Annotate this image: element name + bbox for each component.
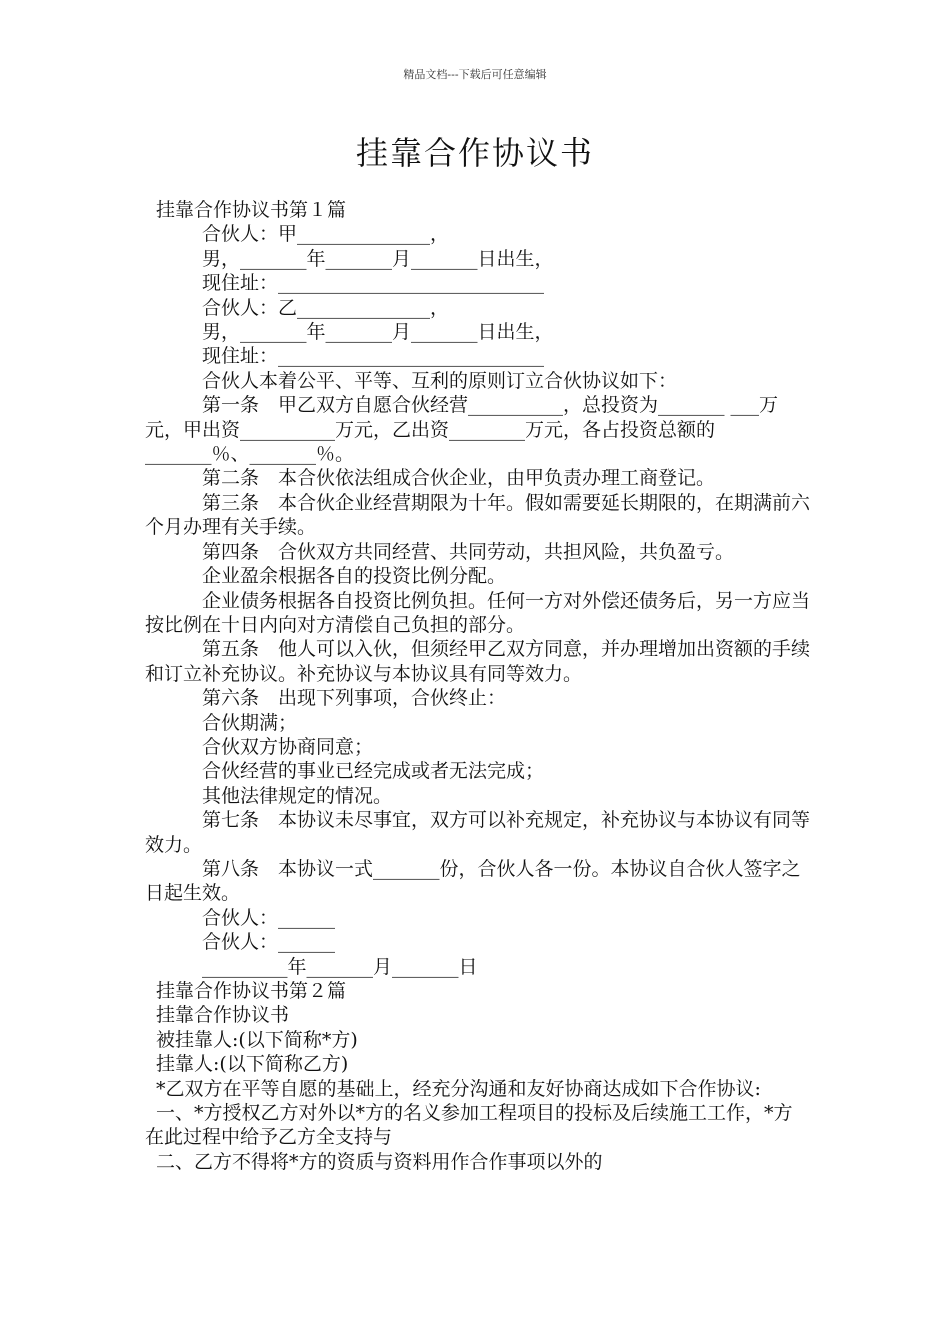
paragraph-line: 第三条 本合伙企业经营期限为十年。假如需要延长期限的，在期满前六个月办理有关手续。 [145, 491, 811, 539]
paragraph-line: 一、*方授权乙方对外以*方的名义参加工程项目的投标及后续施工工作，*方在此过程中给予乙方全支持与 [145, 1102, 793, 1149]
paragraph-line: 第五条 他人可以入伙，但须经甲乙双方同意，并办理增加出资额的手续和订立补充协议。补充协议与本协议具有同等效力。 [145, 638, 811, 685]
paragraph-line: 第二条 本合伙依法组成合伙企业，由甲负责办理工商登记。 [202, 467, 716, 490]
paragraph-line: 现住址：____________________________ [202, 272, 545, 295]
paragraph-line: _________年_______月_______日 [202, 955, 478, 978]
paragraph-line: 第八条 本协议一式_______份，合伙人各一份。本协议自合伙人签字之日起生效。 [145, 857, 801, 905]
paragraph-line: 合伙经营的事业已经完成或者无法完成； [202, 760, 545, 783]
paragraph-line: 二、乙方不得将*方的资质与资料用作合作事项以外的 [156, 1150, 603, 1173]
paragraph-line: 挂靠人:(以下简称乙方) [156, 1053, 349, 1076]
paragraph-line: 挂靠合作协议书第２篇 [156, 980, 347, 1002]
paragraph-line: 企业盈余根据各自的投资比例分配。 [202, 565, 507, 588]
paragraph-line: 男，_______年_______月_______日出生， [202, 321, 554, 344]
paragraph-line: 第七条 本协议未尽事宜，双方可以补充规定，补充协议与本协议有同等效力。 [145, 809, 811, 856]
paragraph-line: 其他法律规定的情况。 [202, 784, 393, 807]
paragraph-line: 合伙人：甲______________， [202, 223, 450, 246]
paragraph-line: 第一条 甲乙双方自愿合伙经营__________，总投资为_______ ___万元，甲出资__________万元，乙出资________万元，各占投资总额的_______％、_______％。 [145, 394, 779, 466]
page-header: 精品文档---下载后可任意编辑 [403, 68, 547, 81]
document-title: 挂靠合作协议书 [355, 134, 594, 172]
paragraph-line: 合伙人：______ [202, 906, 336, 929]
paragraph-line: 第六条 出现下列事项，合伙终止： [202, 687, 507, 710]
paragraph-line: 被挂靠人:(以下简称*方) [156, 1028, 358, 1051]
paragraph-line: 企业债务根据各自投资比例负担。任何一方对外偿还债务后，另一方应当按比例在十日内向对方清偿自己负担的部分。 [145, 589, 811, 636]
paragraph-line: 男，_______年_______月_______日出生， [202, 247, 554, 270]
paragraph-line: 挂靠合作协议书 [156, 1004, 290, 1027]
paragraph-line: *乙双方在平等自愿的基础上，经充分沟通和友好协商达成如下合作协议: [156, 1077, 761, 1100]
document-body [145, 198, 810, 1174]
paragraph-line: 合伙人本着公平、平等、互利的原则订立合伙协议如下： [202, 369, 678, 392]
paragraph-line: 合伙期满； [202, 711, 298, 734]
paragraph-line: 合伙人：乙______________， [202, 296, 450, 319]
paragraph-line: 现住址：____________________________ [202, 345, 545, 368]
paragraph-line: 挂靠合作协议书第１篇 [156, 199, 347, 221]
paragraph-line: 合伙双方协商同意； [202, 735, 374, 758]
paragraph-line: 合伙人：______ [202, 931, 336, 954]
paragraph-line: 第四条 合伙双方共同经营、共同劳动，共担风险，共负盈亏。 [202, 540, 735, 563]
